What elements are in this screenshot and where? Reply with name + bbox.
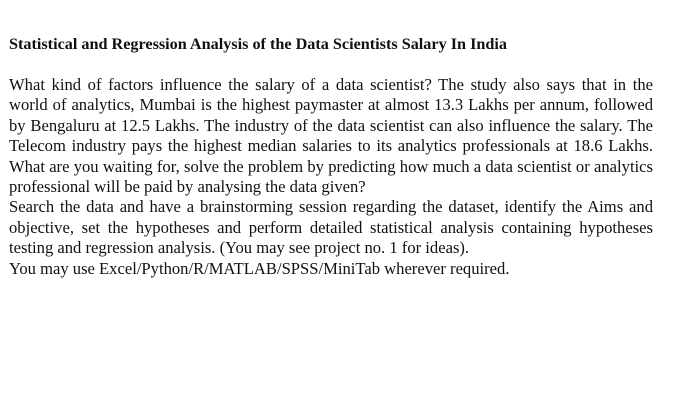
paragraph-intro: What kind of factors influence the salary of a data scientist? The study also says that in the world of analytics, Mumbai is the highest paymaster at almost 13.3 Lakhs per annum, followed by Bengaluru at 12.5 Lakhs. The industry of the data scientist can also influence the salary. The Telecom industry pays the highest median salaries to its analytics professionals at 18.6 Lakhs. What are you waiting for, solve the problem by predicting how much a data scientist or analytics professional will be paid by analysing the data given? [9, 75, 653, 197]
paragraph-task: Search the data and have a brainstorming session regarding the dataset, identify the Aims and objective, set the hypotheses and perform detailed statistical analysis containing hypotheses testing and regression analysis. (You may see project no. 1 for ideas). [9, 197, 653, 258]
paragraph-tools: You may use Excel/Python/R/MATLAB/SPSS/MiniTab wherever required. [9, 258, 510, 278]
document-title: Statistical and Regression Analysis of the Data Scientists Salary In India [9, 35, 507, 53]
document-body [9, 34, 653, 279]
